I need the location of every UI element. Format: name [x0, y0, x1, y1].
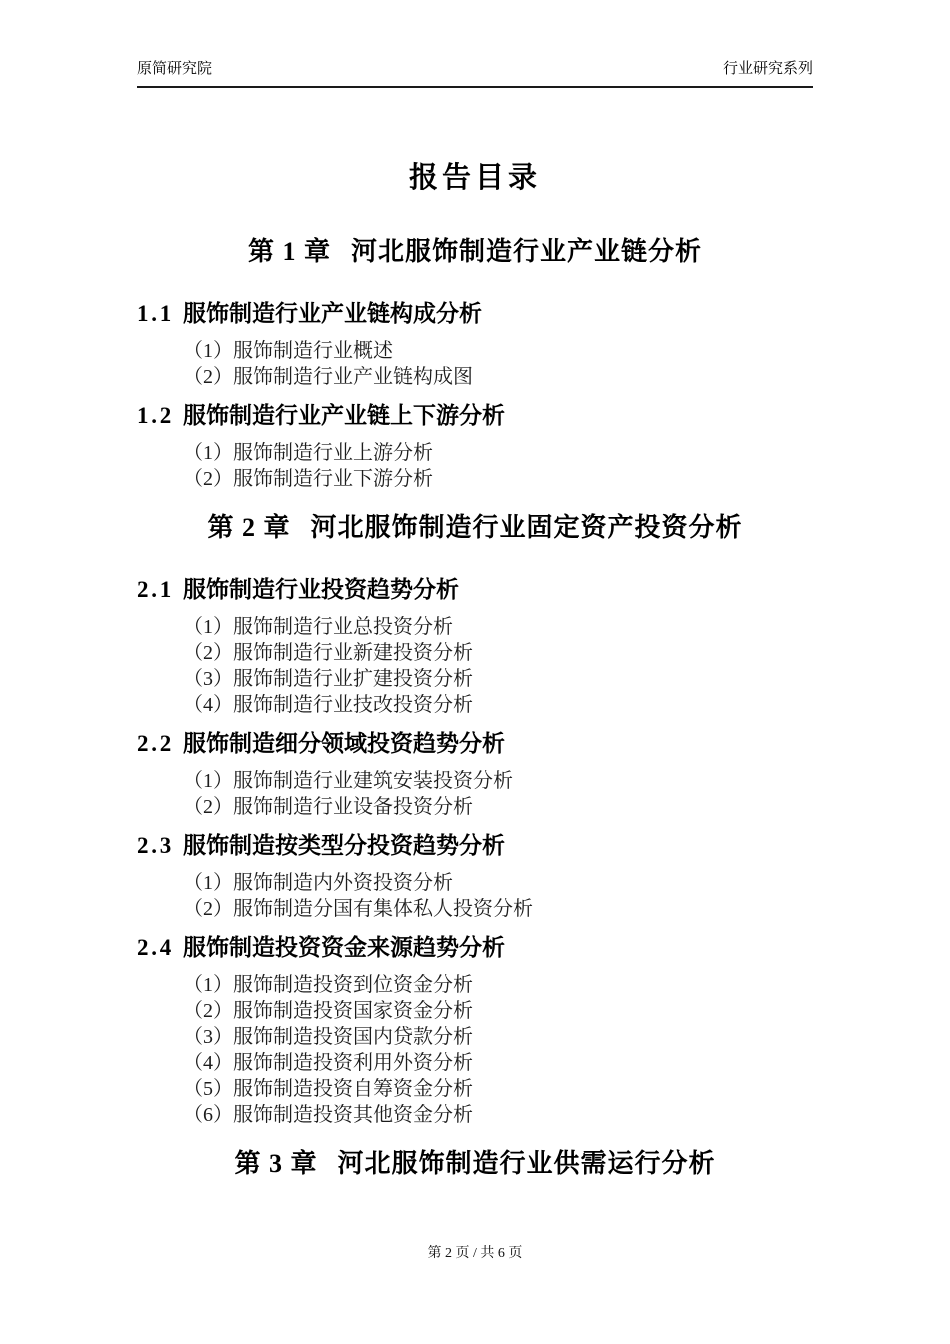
section-items [137, 440, 813, 492]
section-heading [137, 300, 813, 328]
toc-item: （6）服饰制造投资其他资金分析 [183, 1104, 473, 1126]
page-header [137, 0, 813, 88]
toc-item: （2）服饰制造分国有集体私人投资分析 [183, 898, 533, 920]
page-footer [0, 1244, 950, 1264]
toc-item: （2）服饰制造行业新建投资分析 [183, 642, 473, 664]
toc-item: （4）服饰制造投资利用外资分析 [183, 1052, 473, 1074]
toc-item: （2）服饰制造行业产业链构成图 [183, 366, 473, 388]
section-items [137, 614, 813, 718]
toc-item: （3）服饰制造行业扩建投资分析 [183, 668, 473, 690]
section-number: 1.2 [137, 403, 175, 428]
page-content [137, 0, 813, 1180]
section-title: 服饰制造细分领域投资趋势分析 [183, 731, 506, 756]
section-heading [137, 832, 813, 860]
toc-item: （5）服饰制造投资自筹资金分析 [183, 1078, 473, 1100]
toc-item: （3）服饰制造投资国内贷款分析 [183, 1026, 473, 1048]
chapter-title: 河北服饰制造行业固定资产投资分析 [310, 513, 743, 542]
header-left-label: 原简研究院 [137, 61, 213, 77]
section-items [137, 972, 813, 1128]
section-title: 服饰制造投资资金来源趋势分析 [183, 935, 506, 960]
toc-item: （1）服饰制造行业建筑安装投资分析 [183, 770, 513, 792]
report-toc-title: 报告目录 [408, 162, 541, 194]
section-title: 服饰制造行业产业链上下游分析 [183, 403, 506, 428]
toc-item: （4）服饰制造行业技改投资分析 [183, 694, 473, 716]
section-heading [137, 402, 813, 430]
toc-item: （1）服饰制造投资到位资金分析 [183, 974, 473, 996]
section-number: 1.1 [137, 301, 175, 326]
toc-item: （1）服饰制造行业上游分析 [183, 442, 433, 464]
toc-item: （2）服饰制造行业下游分析 [183, 468, 433, 490]
toc-item: （2）服饰制造行业设备投资分析 [183, 796, 473, 818]
section-title: 服饰制造行业产业链构成分析 [183, 301, 483, 326]
section-items [137, 870, 813, 922]
section-title: 服饰制造按类型分投资趋势分析 [183, 833, 506, 858]
chapter-heading [137, 1148, 813, 1180]
toc-item: （1）服饰制造行业总投资分析 [183, 616, 453, 638]
section-number: 2.2 [137, 731, 175, 756]
section-heading [137, 576, 813, 604]
section-number: 2.3 [137, 833, 175, 858]
toc-item: （2）服饰制造投资国家资金分析 [183, 1000, 473, 1022]
chapter-number: 第 3 章 [234, 1149, 318, 1178]
toc [137, 236, 813, 1180]
chapter-title: 河北服饰制造行业供需运行分析 [337, 1149, 716, 1178]
section-heading [137, 934, 813, 962]
section-number: 2.1 [137, 577, 175, 602]
chapter-heading [137, 512, 813, 544]
section-number: 2.4 [137, 935, 175, 960]
page-number: 第 2 页 / 共 6 页 [427, 1246, 523, 1261]
section-items [137, 338, 813, 390]
toc-item: （1）服饰制造行业概述 [183, 340, 393, 362]
chapter-heading [137, 236, 813, 268]
toc-item: （1）服饰制造内外资投资分析 [183, 872, 453, 894]
section-heading [137, 730, 813, 758]
section-title: 服饰制造行业投资趋势分析 [183, 577, 460, 602]
chapter-number: 第 1 章 [247, 237, 331, 266]
section-items [137, 768, 813, 820]
header-right-label: 行业研究系列 [722, 61, 813, 77]
chapter-number: 第 2 章 [207, 513, 291, 542]
chapter-title: 河北服饰制造行业产业链分析 [351, 237, 703, 266]
